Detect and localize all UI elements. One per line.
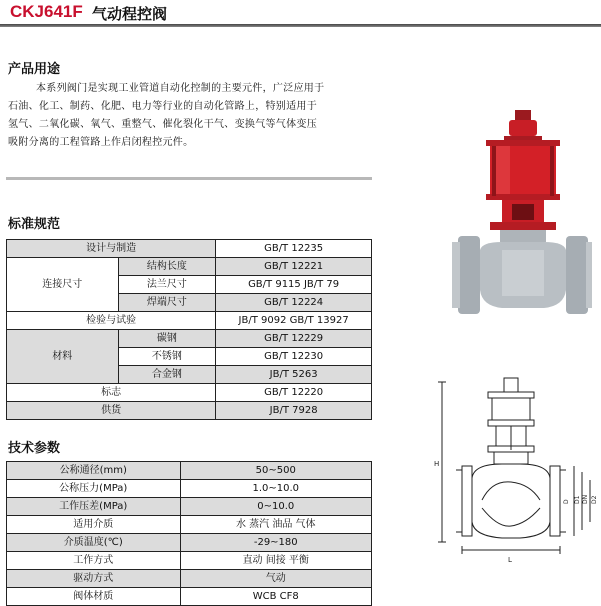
valve-technical-drawing: [432, 370, 600, 570]
table-cell-label: 合金钢: [118, 366, 216, 384]
table-cell-value: 气动: [180, 570, 372, 588]
table-cell-value: GB/T 12220: [216, 384, 372, 402]
table-cell-value: WCB CF8: [180, 588, 372, 606]
dim-h-label: H: [434, 460, 440, 468]
table-cell-label: 标志: [7, 384, 216, 402]
tech-table: [6, 461, 372, 606]
table-row: [7, 240, 372, 258]
table-cell-value: GB/T 12235: [216, 240, 372, 258]
table-row: [7, 462, 372, 480]
purpose-text: [8, 80, 380, 152]
standards-heading: 标准规范: [8, 217, 61, 232]
table-cell-label: 工作方式: [7, 552, 181, 570]
table-cell-group-label: 材料: [7, 330, 119, 384]
valve-product-image: [452, 110, 592, 340]
table-cell-value: 1.0~10.0: [180, 480, 372, 498]
table-row: [7, 516, 372, 534]
table-cell-label: 结构长度: [118, 258, 216, 276]
table-cell-value: 0~10.0: [180, 498, 372, 516]
table-cell-label: 碳钢: [118, 330, 216, 348]
table-cell-value: JB/T 9092 GB/T 13927: [216, 312, 372, 330]
product-model-code: CKJ641F: [10, 2, 83, 21]
table-row: [7, 570, 372, 588]
table-cell-label: 公称通径(mm): [7, 462, 181, 480]
table-cell-label: 适用介质: [7, 516, 181, 534]
product-name: 气动程控阀: [92, 5, 168, 23]
purpose-line: 本系列阀门是实现工业管道自动化控制的主要元件，广泛应用于: [36, 83, 325, 94]
table-cell-label: 阀体材质: [7, 588, 181, 606]
tech-heading: 技术参数: [8, 441, 61, 456]
table-cell-value: GB/T 12221: [216, 258, 372, 276]
table-cell-group-label: 连接尺寸: [7, 258, 119, 312]
purpose-line: 吸附分离的工程管路上作启闭程控元件。: [8, 137, 194, 148]
table-row: [7, 534, 372, 552]
standards-table: [6, 239, 372, 420]
table-row: [7, 384, 372, 402]
table-cell-value: GB/T 9115 JB/T 79: [216, 276, 372, 294]
dim-d2-label: D2: [591, 495, 598, 504]
table-cell-value: GB/T 12224: [216, 294, 372, 312]
header-divider: [0, 24, 601, 27]
table-cell-label: 设计与制造: [7, 240, 216, 258]
table-cell-label: 供货: [7, 402, 216, 420]
table-cell-value: 水 蒸汽 油品 气体: [180, 516, 372, 534]
purpose-line: 石油、化工、制药、化肥、电力等行业的自动化管路上，特别适用于: [8, 101, 317, 112]
dim-d1-label: D1: [574, 495, 581, 504]
table-row: [7, 402, 372, 420]
table-cell-value: JB/T 7928: [216, 402, 372, 420]
table-row: [7, 258, 372, 276]
dim-dn-label: DN: [582, 494, 589, 504]
dim-d-label: D: [563, 499, 570, 504]
table-cell-label: 工作压差(MPa): [7, 498, 181, 516]
table-row: [7, 480, 372, 498]
table-cell-value: JB/T 5263: [216, 366, 372, 384]
table-cell-label: 检验与试验: [7, 312, 216, 330]
table-row: [7, 498, 372, 516]
table-cell-value: 直动 间接 平衡: [180, 552, 372, 570]
table-row: [7, 330, 372, 348]
dim-l-label: L: [508, 556, 512, 564]
table-cell-label: 不锈钢: [118, 348, 216, 366]
table-row: [7, 552, 372, 570]
table-cell-value: GB/T 12229: [216, 330, 372, 348]
purpose-line: 氢气、二氧化碳、氧气、重整气、催化裂化干气、变换气等气体变压: [8, 119, 317, 130]
table-cell-label: 驱动方式: [7, 570, 181, 588]
section-divider: [6, 177, 372, 180]
table-cell-value: 50~500: [180, 462, 372, 480]
table-row: [7, 588, 372, 606]
purpose-heading: 产品用途: [8, 62, 61, 77]
table-cell-label: 焊端尺寸: [118, 294, 216, 312]
table-cell-value: -29~180: [180, 534, 372, 552]
table-cell-label: 介质温度(℃): [7, 534, 181, 552]
table-cell-label: 公称压力(MPa): [7, 480, 181, 498]
table-cell-value: GB/T 12230: [216, 348, 372, 366]
table-cell-label: 法兰尺寸: [118, 276, 216, 294]
table-row: [7, 312, 372, 330]
